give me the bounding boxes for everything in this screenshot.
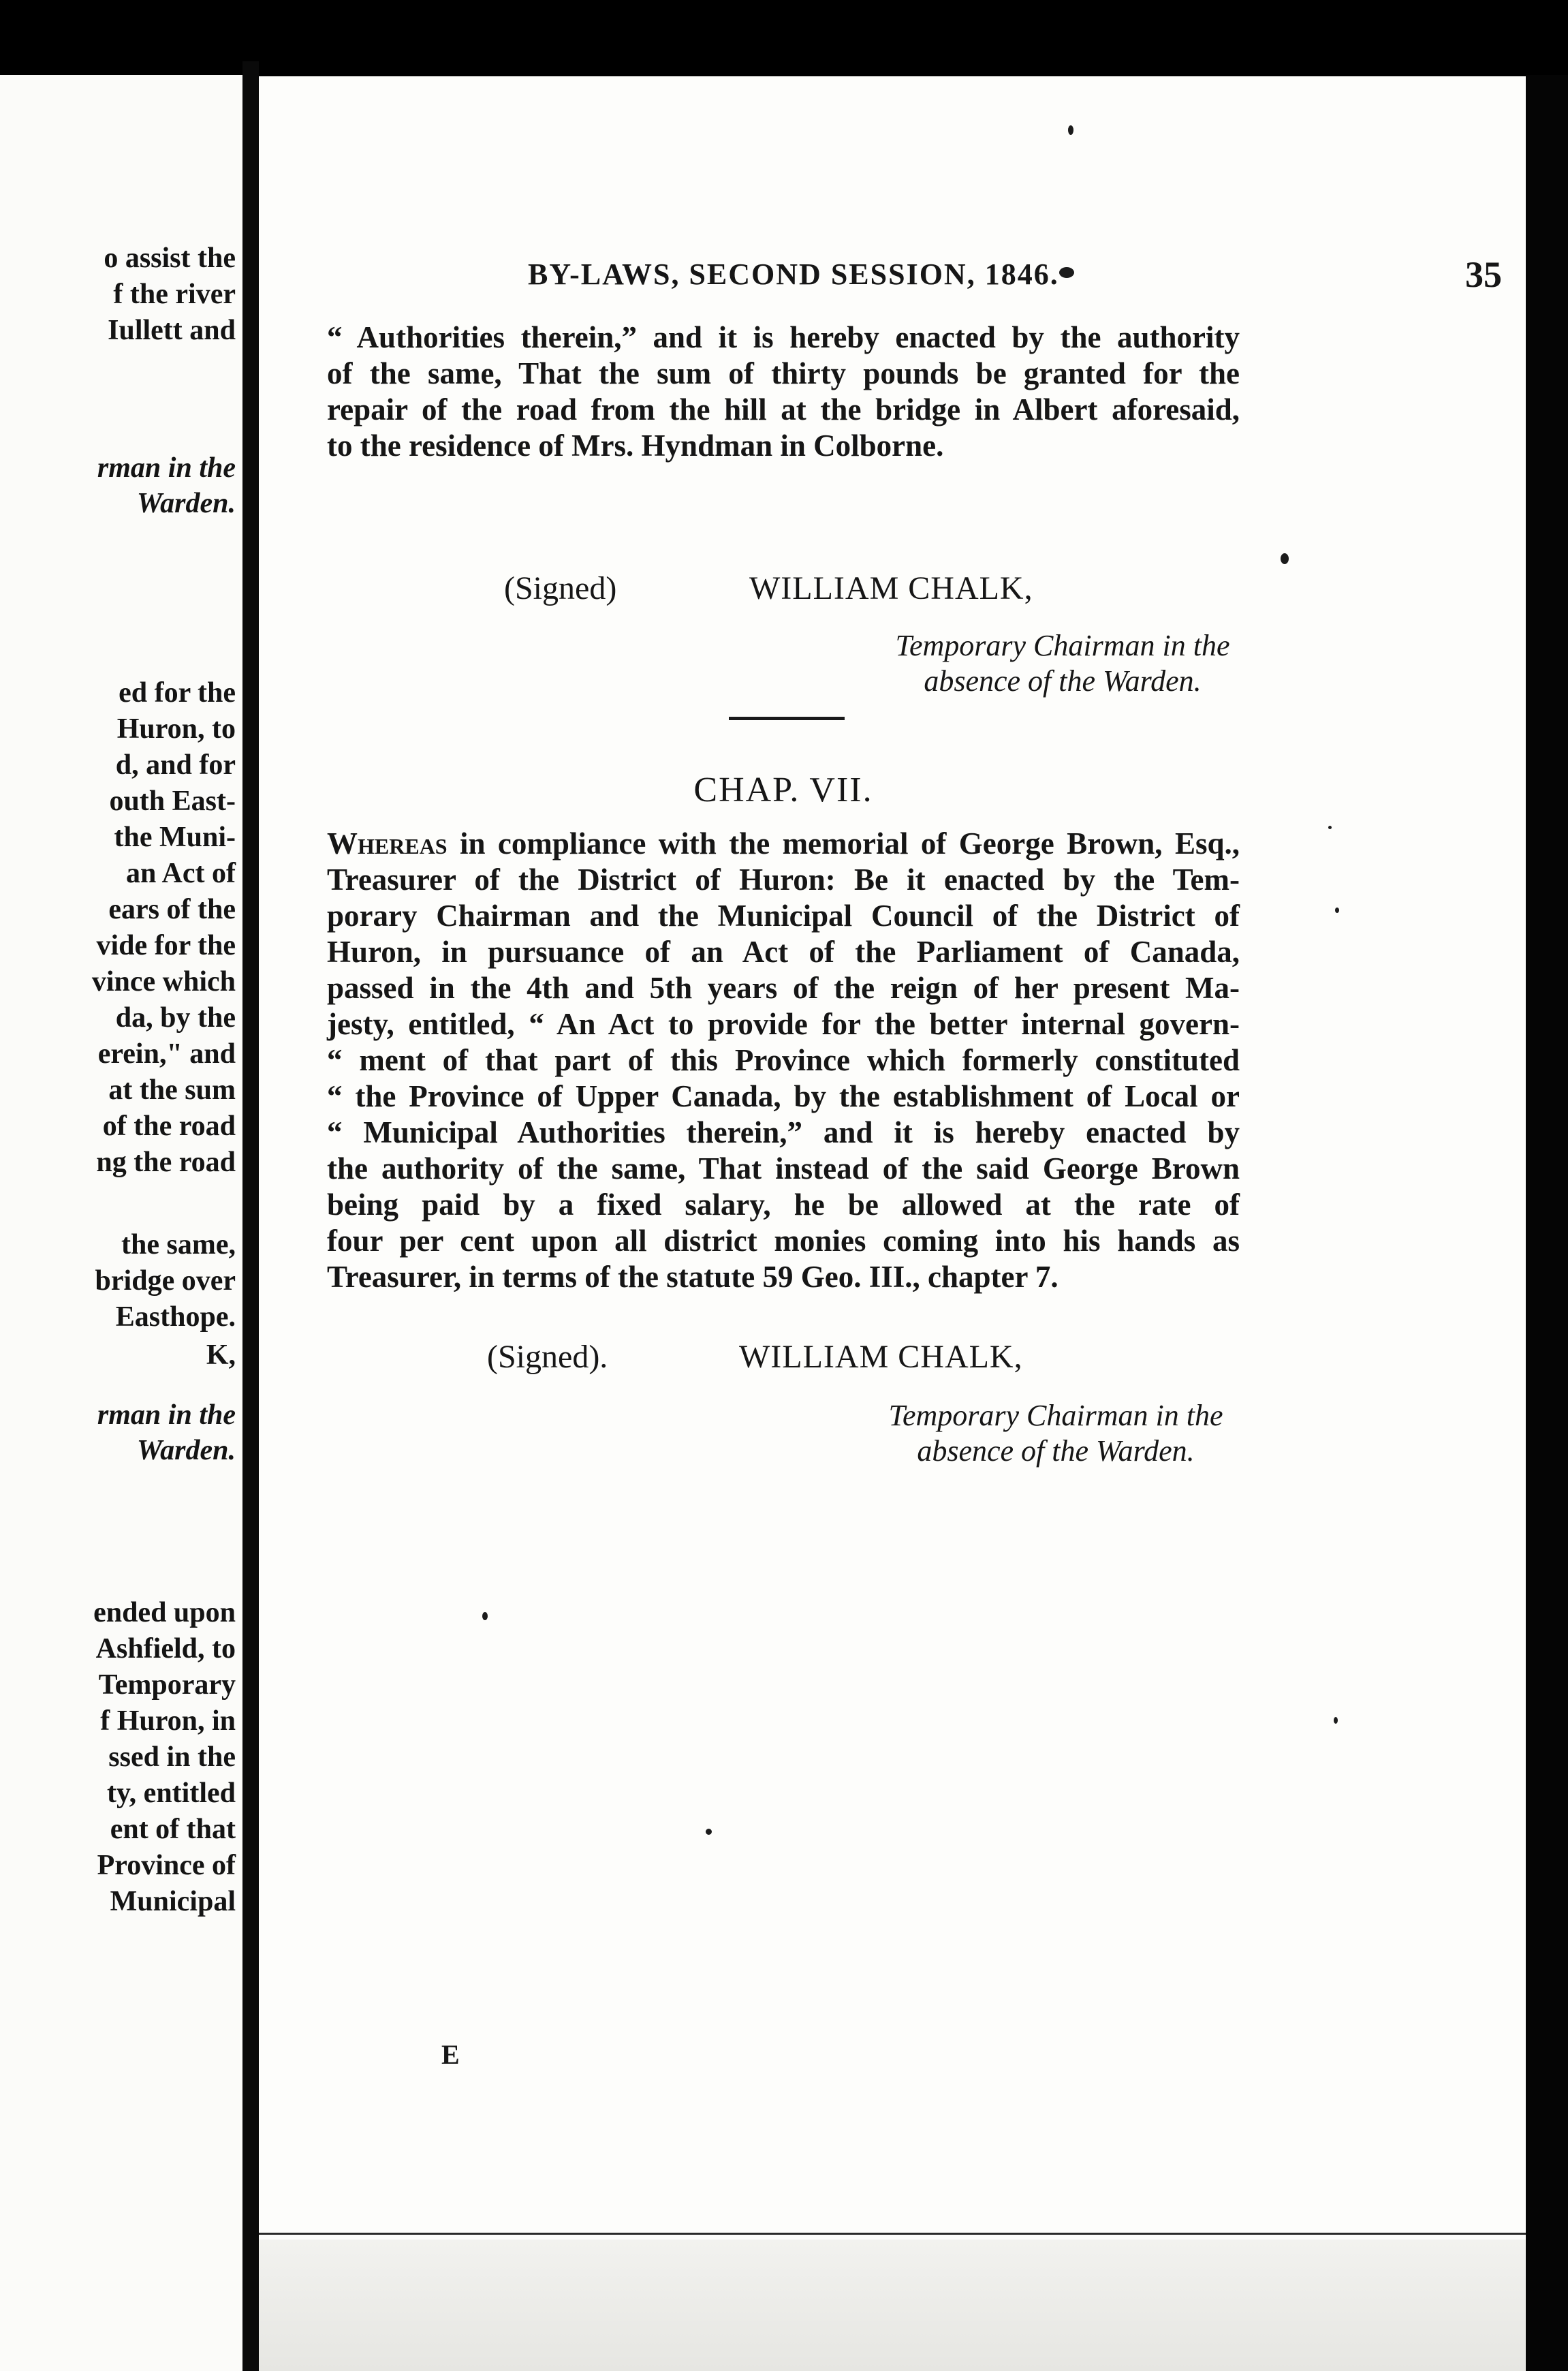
signatory-title-line1: Temporary Chairman in the bbox=[888, 1399, 1223, 1432]
left-fragment-line: vide for the bbox=[96, 930, 236, 961]
chapter-heading: CHAP. VII. bbox=[693, 771, 873, 809]
text-line: jesty, entitled, “ An Act to provide for the better internal govern- bbox=[327, 1007, 1240, 1041]
left-fragment-line: rman in the bbox=[97, 452, 236, 484]
left-fragment-line: bridge over bbox=[95, 1265, 236, 1297]
left-fragment-line: Iullett and bbox=[108, 315, 236, 346]
signatory-name: WILLIAM CHALK, bbox=[739, 1339, 1023, 1375]
chapter-paragraph bbox=[327, 826, 1240, 1295]
signatory-name: WILLIAM CHALK, bbox=[749, 570, 1033, 606]
left-fragment-line: o assist the bbox=[104, 243, 236, 274]
left-fragment-line: ears of the bbox=[108, 894, 236, 925]
left-fragment-line: f the river bbox=[113, 279, 236, 310]
left-fragment-line: at the sum bbox=[108, 1074, 236, 1106]
scan-speck bbox=[482, 1612, 488, 1620]
text-line: of the same, That the sum of thirty pounds be granted for the bbox=[327, 356, 1240, 390]
text-line: Treasurer of the District of Huron: Be it enacted by the Tem- bbox=[327, 863, 1240, 897]
text-line: Huron, in pursuance of an Act of the Parliament of Canada, bbox=[327, 935, 1240, 969]
left-fragment-line: the same, bbox=[121, 1229, 236, 1260]
text-line: “ Authorities therein,” and it is hereby enacted by the authority bbox=[327, 320, 1240, 354]
signatory-title-line2: absence of the Warden. bbox=[917, 1434, 1195, 1468]
running-head-title: BY-LAWS, SECOND SESSION, 1846. bbox=[528, 258, 1059, 291]
left-fragment-line: vince which bbox=[91, 966, 236, 997]
text-line: to the residence of Mrs. Hyndman in Colborne. bbox=[327, 429, 944, 463]
left-fragment-line: Warden. bbox=[136, 1435, 236, 1466]
left-fragment-line: Warden. bbox=[136, 488, 236, 519]
text-line: the authority of the same, That instead of the said George Brown bbox=[327, 1151, 1240, 1186]
left-fragment-line: ent of that bbox=[110, 1814, 236, 1845]
scan-speck bbox=[706, 1829, 712, 1835]
left-fragment-line: an Act of bbox=[126, 858, 236, 889]
left-fragment-line: ng the road bbox=[96, 1147, 236, 1178]
text-line: “ the Province of Upper Canada, by the establishment of Local or bbox=[327, 1079, 1240, 1113]
left-fragment-line: Easthope. bbox=[115, 1301, 236, 1333]
book-gutter bbox=[242, 61, 259, 2371]
paragraph-continuation bbox=[327, 320, 1240, 464]
opening-word: Whereas bbox=[327, 826, 448, 861]
left-fragment-line: Ashfield, to bbox=[95, 1633, 236, 1664]
text-line: passed in the 4th and 5th years of the reign of her present Ma- bbox=[327, 971, 1240, 1005]
left-fragment-line: Huron, to bbox=[116, 713, 236, 745]
left-fragment-line: ed for the bbox=[119, 677, 236, 709]
scan-speck bbox=[1068, 125, 1073, 135]
text-line: Treasurer, in terms of the statute 59 Geo. III., chapter 7. bbox=[327, 1260, 1059, 1294]
left-fragment-line: d, and for bbox=[115, 749, 236, 781]
scan-speck bbox=[1059, 267, 1074, 278]
left-fragment-line: ssed in the bbox=[108, 1741, 236, 1773]
left-fragment-line: ty, entitled bbox=[107, 1778, 236, 1809]
text-line: Whereas in compliance with the memorial of George Brown, Esq., bbox=[327, 826, 1240, 861]
main-page bbox=[259, 76, 1526, 2371]
signed-label: (Signed) bbox=[504, 570, 617, 606]
signatory-title-line2: absence of the Warden. bbox=[924, 664, 1202, 698]
text-line: four per cent upon all district monies coming into his hands as bbox=[327, 1224, 1240, 1258]
signed-label: (Signed). bbox=[487, 1339, 608, 1375]
text-line: repair of the road from the hill at the bridge in Albert aforesaid, bbox=[327, 392, 1240, 427]
left-fragment-line: f Huron, in bbox=[100, 1705, 236, 1737]
left-fragment-line: K, bbox=[206, 1339, 236, 1371]
page-edge-shadow bbox=[1526, 75, 1568, 2371]
scan-speck bbox=[1335, 908, 1339, 913]
scan-speck bbox=[1328, 826, 1332, 829]
text-line: porary Chairman and the Municipal Council of the District of bbox=[327, 899, 1240, 933]
section-divider-rule bbox=[729, 717, 845, 720]
left-fragment-line: Temporary bbox=[98, 1669, 236, 1701]
left-fragment-line: erein," and bbox=[97, 1038, 236, 1070]
left-page-fragment bbox=[0, 75, 242, 2371]
left-fragment-line: outh East- bbox=[109, 786, 236, 817]
signatory-title-line1: Temporary Chairman in the bbox=[895, 629, 1230, 662]
scan-speck bbox=[1334, 1717, 1338, 1724]
page-bottom-margin bbox=[259, 2240, 1526, 2371]
left-fragment-line: ended upon bbox=[93, 1597, 236, 1628]
text-line: being paid by a fixed salary, he be allowed at the rate of bbox=[327, 1188, 1240, 1222]
page-bottom-rule bbox=[259, 2233, 1526, 2235]
running-head bbox=[528, 250, 1502, 299]
left-fragment-line: Municipal bbox=[110, 1886, 236, 1917]
page-number: 35 bbox=[1465, 254, 1502, 295]
text-line: “ ment of that part of this Province which formerly constituted bbox=[327, 1043, 1240, 1077]
scan-speck bbox=[1281, 553, 1289, 564]
text-line: “ Municipal Authorities therein,” and it is hereby enacted by bbox=[327, 1115, 1240, 1149]
left-fragment-line: rman in the bbox=[97, 1399, 236, 1431]
left-fragment-line: da, by the bbox=[115, 1002, 236, 1034]
printer-signature-mark: E bbox=[441, 2039, 460, 2070]
left-fragment-line: of the road bbox=[102, 1111, 236, 1142]
left-fragment-line: Province of bbox=[97, 1850, 236, 1881]
left-fragment-line: the Muni- bbox=[114, 822, 236, 853]
